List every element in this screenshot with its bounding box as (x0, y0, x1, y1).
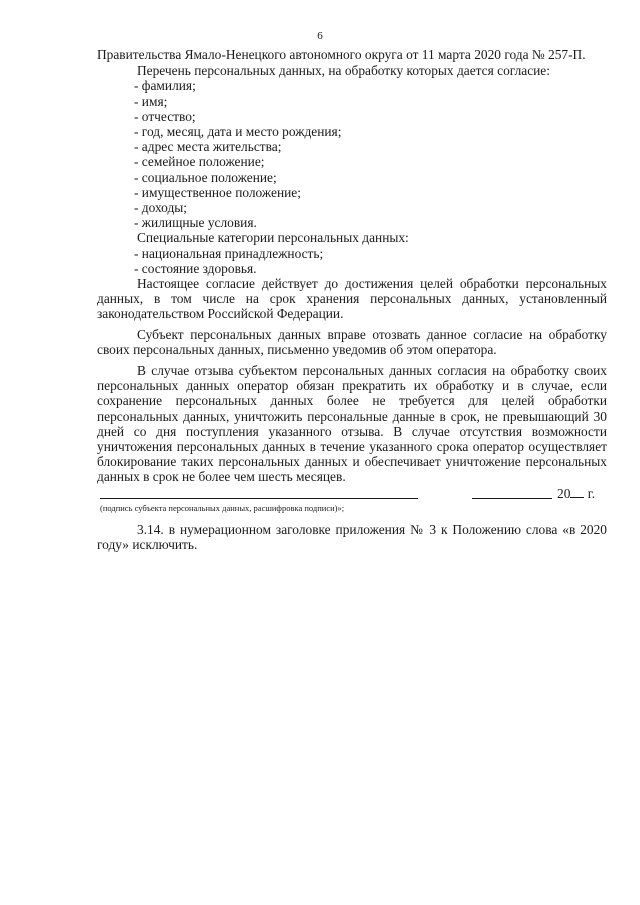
special-categories-heading: Специальные категории персональных данных: (137, 230, 409, 246)
date-line (472, 498, 552, 499)
year-blank (570, 486, 584, 498)
list-item: - отчество; (134, 108, 196, 124)
list-item: - социальное положение; (134, 169, 277, 185)
signature-caption: (подпись субъекта персональных данных, расшифровка подписи)»; (100, 502, 345, 513)
consequences-paragraph: В случае отзыва субъектом персональных данных согласия на обработку своих персональных данных оператор обязан прекратить их обработку и в случае, если сохранение персональных данных более не требуется для целей обработки персональных данных, уничтожить персональные данные в срок, не превышающий 30 дней со дня поступления указанного отзыва. В случае отсутствия возможности уничтожения персональных данных в течение указанного срока оператор осуществляет блокирование таких персональных данных и обеспечивает уничтожение персональных данных в срок не более чем шесть месяцев. (97, 363, 607, 485)
list-item: - доходы; (134, 200, 188, 216)
validity-paragraph: Настоящее согласие действует до достижения целей обработки персональных данных, в том числе на срок хранения персональных данных, установленный законодательством Российской Федерации. (97, 276, 607, 322)
list-item: - адрес места жительства; (134, 139, 282, 155)
list-item: - состояние здоровья. (134, 260, 257, 276)
list-item: - имущественное положение; (134, 184, 301, 200)
page-number: 6 (317, 30, 323, 42)
list-item: - жилищные условия. (134, 215, 257, 231)
signature-line (100, 498, 418, 499)
document-body (97, 47, 607, 552)
list-item: - национальная принадлежность; (134, 245, 324, 261)
list-item: - имя; (134, 93, 168, 109)
signature-row (97, 486, 607, 501)
personal-data-list (97, 78, 607, 230)
amendment-paragraph: 3.14. в нумерационном заголовке приложения № 3 к Положению слова «в 2020 году» исключить. (97, 521, 607, 552)
year-prefix: 20 (557, 485, 571, 501)
special-categories-list (97, 246, 607, 276)
date-year (557, 486, 595, 501)
list-item: - фамилия; (134, 78, 196, 94)
year-suffix: г. (584, 485, 596, 501)
list-item: - год, месяц, дата и место рождения; (134, 124, 342, 140)
personal-data-heading: Перечень персональных данных, на обработку которых дается согласие: (137, 63, 550, 79)
list-item: - семейное положение; (134, 154, 265, 170)
intro-continuation: Правительства Ямало-Ненецкого автономного округа от 11 марта 2020 года № 257-П. (97, 47, 586, 62)
withdrawal-paragraph: Субъект персональных данных вправе отозвать данное согласие на обработку своих персональных данных, письменно уведомив об этом оператора. (97, 326, 607, 357)
